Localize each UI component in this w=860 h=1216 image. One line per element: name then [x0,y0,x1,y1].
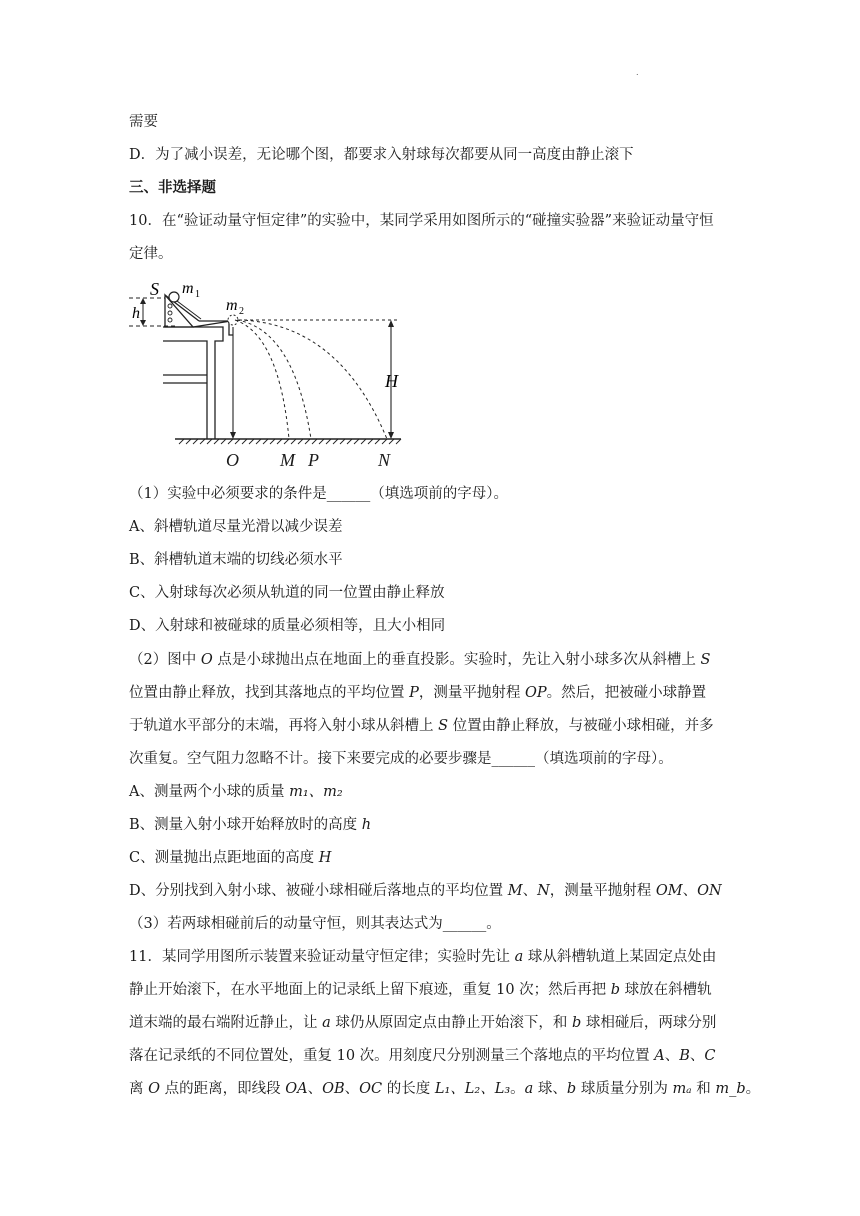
text-segment-italic: B [679,1048,690,1064]
text-segment-italic: m_b [715,1081,746,1097]
text-segment: 球、 [533,1081,567,1097]
text-segment-italic: m₁、m₂ [289,784,343,800]
text-segment: 道末端的最右端附近静止，让 [129,1015,323,1031]
text-segment: A、测量两个小球的质量 [129,784,290,800]
text-segment: 和 [691,1081,716,1097]
text-segment-italic: S [700,652,711,668]
text-segment: 静止开始滚下，在水平地面上的记录纸上留下痕迹，重复 10 次；然后再把 [129,982,611,998]
text-segment: 、 [307,1081,323,1097]
question-11-line-5 [129,1079,760,1099]
text-segment-italic: b [610,982,621,998]
question-11-line-2 [129,980,712,1000]
text-segment-italic: OA [285,1081,308,1097]
text-segment: ，测量平抛射程 [418,685,525,701]
question-11-line-3 [129,1013,716,1033]
label-H: H [385,371,398,391]
question-10-line-2: 定律。 [129,246,173,262]
text-segment-italic: mₐ [672,1081,692,1097]
text-segment: 、 [689,1048,705,1064]
q10-part3: （3）若两球相碰前后的动量守恒，则其表达式为______。 [129,916,501,932]
text-segment-italic: N [537,883,550,899]
option-d-text: D．为了减小误差，无论哪个图，都要求入射球每次都要从同一高度由静止滚下 [129,147,634,163]
text-line: 需要 [129,114,158,130]
label-P: P [308,450,319,470]
text-segment: B、测量入射小球开始释放时的高度 [129,817,362,833]
collision-experiment-figure [129,275,409,450]
text-segment: 。 [745,1081,761,1097]
text-segment: 点是小球抛出点在地面上的垂直投影。实验时，先让入射小球多次从斜槽上 [212,652,701,668]
label-M: M [280,450,295,470]
text-segment: 球仍从原固定点由静止开始滚下，和 [330,1015,572,1031]
text-segment-italic: a [524,1081,534,1097]
text-segment: 球质量分别为 [576,1081,673,1097]
q10-part2-line-1 [129,650,710,670]
text-segment-italic: b [571,1015,582,1031]
text-segment: 、 [682,883,698,899]
q10-part2-line-3 [129,716,714,736]
text-segment-italic: OP [524,685,547,701]
q10-part1-option-b: B、斜槽轨道末端的切线必须水平 [129,552,343,568]
text-segment-italic: b [566,1081,577,1097]
text-segment: 、 [664,1048,680,1064]
text-segment-italic: a [322,1015,331,1031]
text-segment: D、分别找到入射小球、被碰小球相碰后落地点的平均位置 [129,883,508,899]
header-dot: . [636,68,639,77]
text-segment: （2）图中 [129,652,201,668]
text-segment: C、测量抛出点距地面的高度 [129,850,319,866]
label-S: S [150,279,159,299]
text-segment-italic: O [148,1081,160,1097]
text-segment: 球放在斜槽轨 [620,982,712,998]
question-11-line-1 [129,947,716,967]
label-m1-sub: 1 [195,289,200,300]
text-segment: 11．某同学用图所示装置来验证动量守恒定律；实验时先让 [129,949,515,965]
text-segment-italic: S [438,718,449,734]
text-segment: 。 [510,1081,525,1097]
text-segment: ，测量平抛射程 [549,883,656,899]
label-m2-sub: 2 [239,306,244,317]
question-10-line-1: 10．在“验证动量守恒定律”的实验中，某同学采用如图所示的“碰撞实验器”来验证动量守恒 [129,213,714,229]
text-segment-italic: M [507,883,523,899]
q10-part2-option-b [129,815,371,835]
q10-part1-option-a: A、斜槽轨道尽量光滑以减少误差 [129,519,343,535]
q10-part1-option-c: C、入射球每次必须从轨道的同一位置由静止释放 [129,585,445,601]
text-segment: 、 [522,883,538,899]
text-segment-italic: a [514,949,524,965]
label-h: h [132,305,140,322]
text-segment-italic: OC [359,1081,383,1097]
label-O: O [226,450,239,470]
q10-part2-option-a [129,782,343,802]
text-segment-italic: P [409,685,419,701]
text-segment: 、 [344,1081,360,1097]
section-heading: 三、非选择题 [129,179,216,196]
text-segment: 点的距离，即线段 [160,1081,286,1097]
label-m2: m [226,297,238,314]
label-N: N [378,450,391,470]
text-segment-italic: ON [697,883,722,899]
q10-part2-line-2 [129,683,706,703]
text-segment: 落在记录纸的不同位置处，重复 10 次。用刻度尺分别测量三个落地点的平均位置 [129,1048,655,1064]
q10-part1-option-d: D、入射球和被碰球的质量必须相等，且大小相同 [129,618,446,634]
text-segment: 球从斜槽轨道上某固定点处由 [523,949,717,965]
text-segment-italic: L₁、L₂、L₃ [434,1081,511,1097]
q10-part2-option-d [129,881,722,901]
text-segment-italic: OB [322,1081,345,1097]
text-segment-italic: C [704,1048,716,1064]
text-segment-italic: H [318,850,332,866]
text-segment-italic: O [200,652,213,668]
text-segment: 球相碰后，两球分别 [581,1015,717,1031]
text-segment: 于轨道水平部分的末端，再将入射小球从斜槽上 [129,718,439,734]
text-segment: 离 [129,1081,149,1097]
text-segment: 位置由静止释放，找到其落地点的平均位置 [129,685,410,701]
q10-part2-line-4: 次重复。空气阻力忽略不计。接下来要完成的必要步骤是______（填选项前的字母）。 [129,751,673,767]
text-segment-italic: h [361,817,372,833]
label-m1: m [182,280,194,297]
text-segment: 。然后，把被碰小球静置 [546,685,707,701]
text-segment: 的长度 [382,1081,435,1097]
q10-part1: （1）实验中必须要求的条件是______（填选项前的字母）。 [129,486,508,502]
text-segment-italic: OM [655,883,683,899]
q10-part2-option-c [129,848,331,868]
text-segment-italic: A [654,1048,665,1064]
text-segment: 位置由静止释放，与被碰小球相碰，并多 [448,718,714,734]
question-11-line-4 [129,1046,716,1066]
